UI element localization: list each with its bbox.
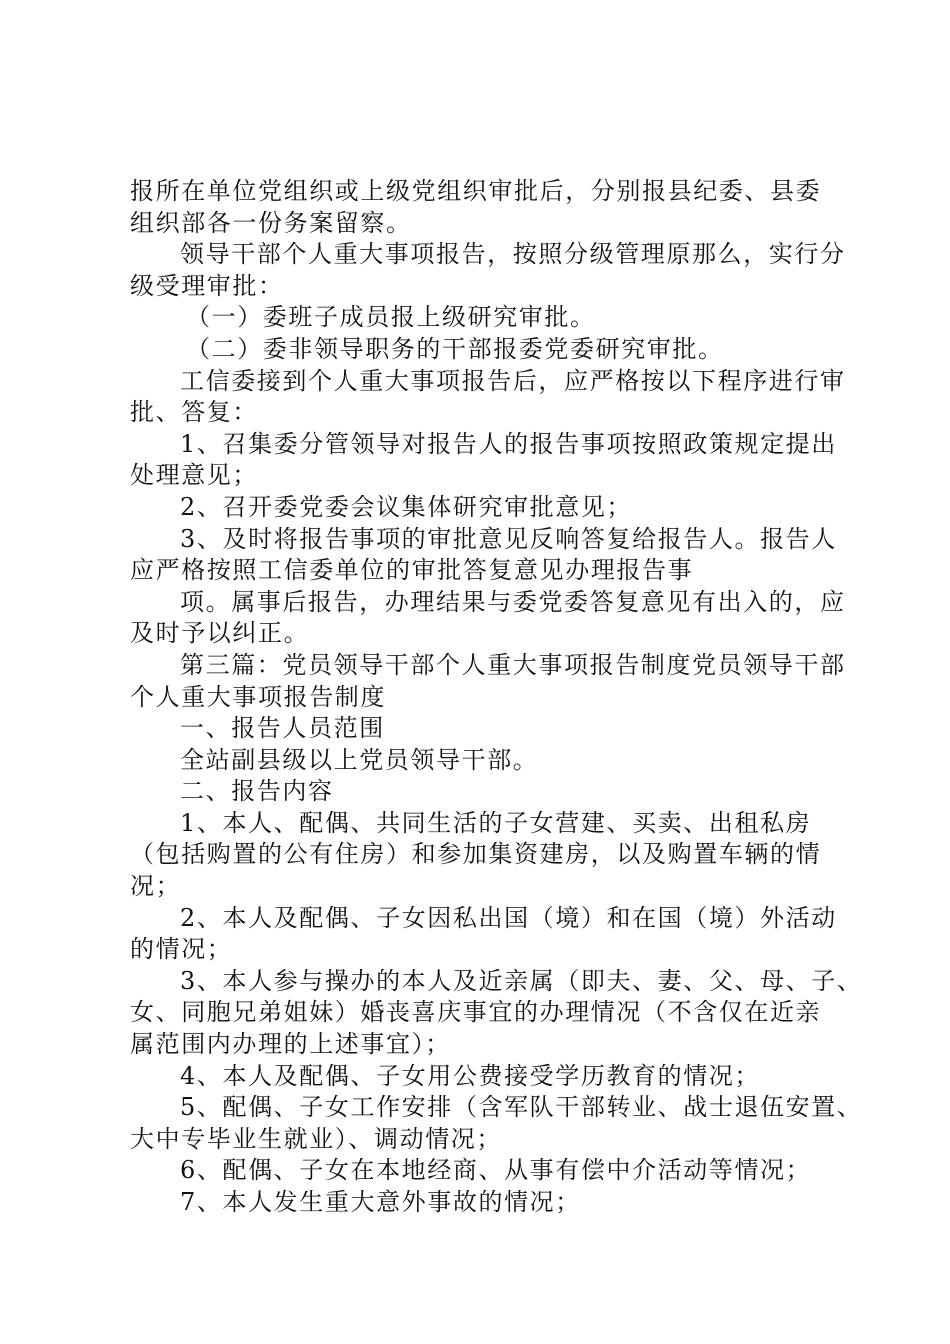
text-line: 第三篇：党员领导干部个人重大事项报告制度党员领导干部 [180, 650, 846, 679]
text-line: 应严格按照工信委单位的审批答复意见办理报告事 [130, 556, 694, 585]
text-line: 领导干部个人重大事项报告，按照分级管理原那么，实行分 [180, 240, 846, 269]
text-line: （二）委非领导职务的干部报委党委研究审批。 [186, 334, 724, 363]
text-line: 况； [130, 872, 182, 901]
text-line: （包括购置的公有住房）和参加集资建房，以及购置车辆的情 [130, 840, 822, 869]
text-line: 处理意见； [130, 461, 258, 490]
text-line: 全站副县级以上党员领导干部。 [180, 745, 539, 774]
text-line: 批、答复： [130, 398, 258, 427]
section-heading: 二、报告内容 [180, 777, 334, 806]
text-line: 女、同胞兄弟姐妹）婚丧喜庆事宜的办理情况（不含仅在近亲 [130, 998, 822, 1027]
text-line: 组织部各一份务案留察。 [130, 208, 412, 237]
text-line: 大中专毕业生就业）、调动情况； [130, 1124, 502, 1153]
text-line: 工信委接到个人重大事项报告后，应严格按以下程序进行审 [180, 366, 846, 395]
text-line: 个人重大事项报告制度 [130, 682, 386, 711]
text-line: 3、及时将报告事项的审批意见反响答复给报告人。报告人 [180, 524, 837, 553]
document-body [130, 176, 863, 1219]
text-line: 报所在单位党组织或上级党组织审批后，分别报县纪委、县委 [130, 177, 822, 205]
text-line: 4、本人及配偶、子女用公费接受学历教育的情况； [180, 1061, 761, 1090]
text-line: （一）委班子成员报上级研究审批。 [186, 303, 596, 332]
text-line: 级受理审批： [130, 271, 284, 300]
text-line: 6、配偶、子女在本地经商、从事有偿中介活动等情况； [180, 1156, 812, 1185]
text-line: 7、本人发生重大意外事故的情况； [180, 1188, 581, 1216]
text-line: 1、召集委分管领导对报告人的报告事项按照政策规定提出 [180, 429, 837, 458]
section-heading: 一、报告人员范围 [180, 714, 385, 743]
text-line: 2、本人及配偶、子女因私出国（境）和在国（境）外活动 [180, 903, 837, 932]
text-line: 项。属事后报告，办理结果与委党委答复意见有出入的，应 [180, 587, 846, 616]
text-line: 2、召开委党委会议集体研究审批意见； [180, 492, 633, 521]
text-line: 属范围内办理的上述事宜）； [130, 1030, 451, 1059]
text-line: 的情况； [130, 935, 233, 964]
text-line: 及时予以纠正。 [130, 619, 310, 648]
text-line: 5、配偶、子女工作安排（含军队干部转业、战士退伍安置、 [180, 1093, 863, 1122]
text-line: 3、本人参与操办的本人及近亲属（即夫、妻、父、母、子、 [180, 966, 863, 995]
text-line: 1、本人、配偶、共同生活的子女营建、买卖、出租私房 [180, 808, 812, 837]
